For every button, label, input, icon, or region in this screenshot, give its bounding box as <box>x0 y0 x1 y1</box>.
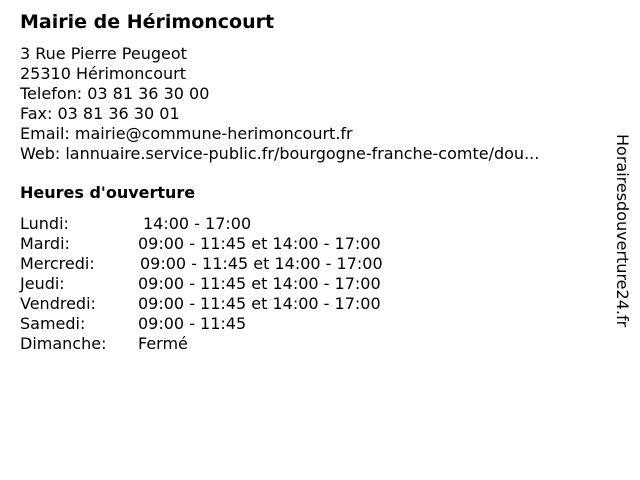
site-watermark: Horairesdouverture24.fr <box>613 134 632 328</box>
street-address: 3 Rue Pierre Peugeot <box>20 44 187 63</box>
time-value: 09:00 - 11:45 et 14:00 - 17:00 <box>138 234 381 253</box>
time-value: 09:00 - 11:45 et 14:00 - 17:00 <box>138 294 381 313</box>
day-label: Samedi: <box>20 314 86 333</box>
address-block <box>20 44 539 164</box>
day-label: Mardi: <box>20 234 70 253</box>
email-address: Email: mairie@commune-herimoncourt.fr <box>20 124 353 143</box>
day-label: Dimanche: <box>20 334 107 353</box>
time-value: 14:00 - 17:00 <box>143 214 252 233</box>
day-label: Mercredi: <box>20 254 95 273</box>
page-title: Mairie de Hérimoncourt <box>20 11 275 33</box>
web-address: Web: lannuaire.service-public.fr/bourgogne-franche-comte/dou... <box>20 144 540 163</box>
day-label: Jeudi: <box>20 274 65 293</box>
hours-heading: Heures d'ouverture <box>20 183 196 202</box>
day-label: Lundi: <box>20 214 69 233</box>
time-value: 09:00 - 11:45 <box>138 314 247 333</box>
city-address: 25310 Hérimoncourt <box>20 64 186 83</box>
time-value: 09:00 - 11:45 et 14:00 - 17:00 <box>138 274 381 293</box>
fax-number: Fax: 03 81 36 30 01 <box>20 104 180 123</box>
time-value: 09:00 - 11:45 et 14:00 - 17:00 <box>140 254 383 273</box>
day-label: Vendredi: <box>20 294 96 313</box>
phone-number: Telefon: 03 81 36 30 00 <box>20 84 210 103</box>
time-value: Fermé <box>138 334 188 353</box>
